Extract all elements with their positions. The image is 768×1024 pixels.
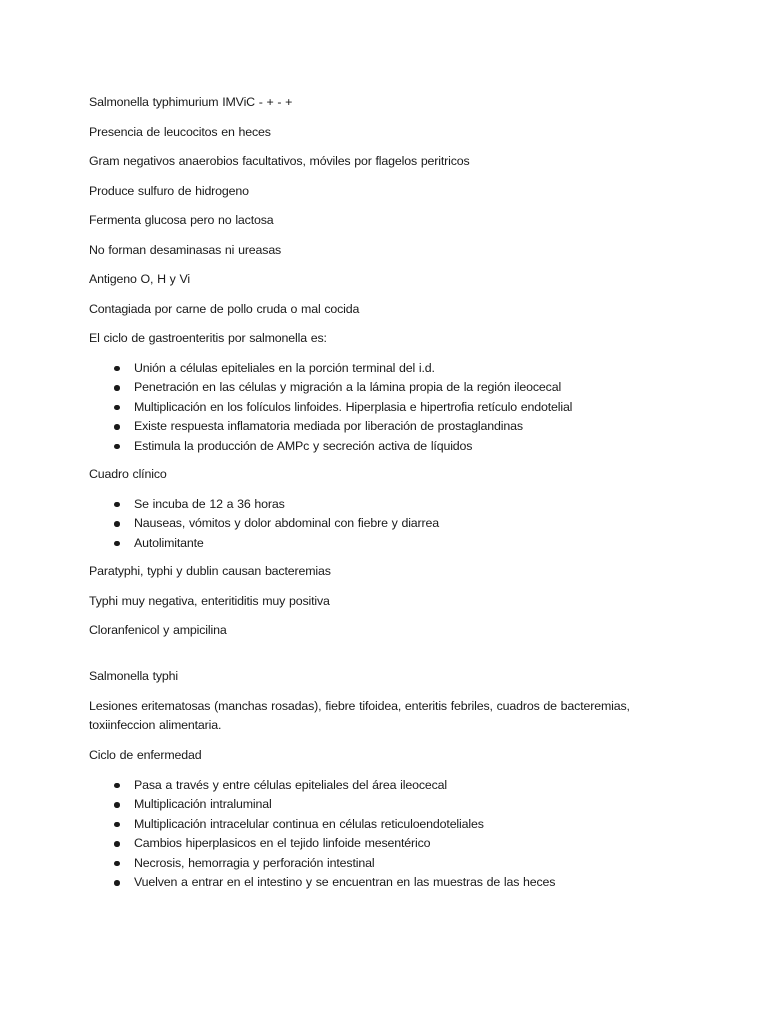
bullet-text: Estimula la producción de AMPc y secreción activa de líquidos	[134, 438, 473, 453]
paragraph: Salmonella typhimurium IMViC - + - +	[89, 95, 293, 109]
bullet-list-item	[89, 795, 669, 815]
bullet-list-item	[89, 815, 669, 835]
paragraph: Antigeno O, H y Vi	[89, 272, 191, 286]
paragraph: Produce sulfuro de hidrogeno	[89, 183, 249, 198]
bullet-text: Multiplicación intraluminal	[134, 797, 272, 811]
bullet-icon	[114, 502, 120, 508]
bullet-list-item	[89, 534, 669, 554]
bullet-list	[89, 495, 669, 554]
bullet-icon	[114, 405, 120, 411]
paragraph: Lesiones eritematosas (manchas rosadas), fiebre tifoidea, enteritis febriles, cuadros de bacteremias, toxiinfeccion alimentaria.	[89, 698, 630, 732]
paragraph: Gram negativos anaerobios facultativos, móviles por flagelos peritricos	[89, 154, 470, 168]
paragraph: Paratyphi, typhi y dublin causan bacteremias	[89, 564, 331, 578]
bullet-list	[89, 359, 669, 457]
paragraph: Contagiada por carne de pollo cruda o mal cocida	[89, 301, 360, 316]
bullet-text: Vuelven a entrar en el intestino y se encuentran en las muestras de las heces	[134, 875, 556, 889]
bullet-icon	[114, 521, 120, 527]
bullet-list-item	[89, 359, 669, 379]
bullet-list-item	[89, 776, 669, 796]
paragraph: Cuadro clínico	[89, 467, 167, 481]
bullet-text: Penetración en las células y migración a la lámina propia de la región ileocecal	[134, 380, 562, 394]
paragraph: Ciclo de enfermedad	[89, 748, 202, 762]
bullet-text: Multiplicación en los folículos linfoides. Hiperplasia e hipertrofia retículo endotelial	[134, 399, 573, 414]
bullet-icon	[114, 822, 120, 828]
bullet-list-item	[89, 378, 669, 398]
bullet-text: Existe respuesta inflamatoria mediada por liberación de prostaglandinas	[134, 419, 523, 433]
bullet-list-item	[89, 437, 669, 457]
bullet-list-item	[89, 514, 669, 534]
bullet-list	[89, 776, 669, 893]
paragraph: Typhi muy negativa, enteritiditis muy positiva	[89, 593, 330, 608]
bullet-list-item	[89, 495, 669, 515]
bullet-text: Pasa a través y entre células epiteliales del área ileocecal	[134, 777, 448, 792]
bullet-icon	[114, 783, 120, 789]
paragraph: Cloranfenicol y ampicilina	[89, 623, 227, 637]
bullet-icon	[114, 424, 120, 430]
bullet-icon	[114, 861, 120, 867]
bullet-list-item	[89, 873, 669, 893]
bullet-list-item	[89, 834, 669, 854]
bullet-text: Autolimitante	[134, 535, 204, 550]
bullet-text: Unión a células epiteliales en la porción terminal del i.d.	[134, 360, 435, 375]
bullet-list-item	[89, 398, 669, 418]
bullet-text: Nauseas, vómitos y dolor abdominal con fiebre y diarrea	[134, 516, 439, 530]
bullet-text: Multiplicación intracelular continua en células reticuloendoteliales	[134, 816, 484, 831]
bullet-icon	[114, 802, 120, 808]
paragraph: Salmonella typhi	[89, 669, 179, 683]
bullet-icon	[114, 880, 120, 886]
bullet-list-item	[89, 417, 669, 437]
paragraph: El ciclo de gastroenteritis por salmonella es:	[89, 331, 327, 345]
document-body	[89, 93, 669, 902]
bullet-icon	[114, 541, 120, 547]
bullet-list-item	[89, 854, 669, 874]
bullet-text: Cambios hiperplasicos en el tejido linfoide mesentérico	[134, 836, 431, 850]
paragraph: No forman desaminasas ni ureasas	[89, 242, 282, 257]
paragraph: Fermenta glucosa pero no lactosa	[89, 213, 274, 227]
bullet-icon	[114, 385, 120, 391]
bullet-text: Necrosis, hemorragia y perforación intestinal	[134, 855, 375, 870]
bullet-icon	[114, 444, 120, 450]
bullet-icon	[114, 841, 120, 847]
paragraph: Presencia de leucocitos en heces	[89, 124, 271, 139]
bullet-text: Se incuba de 12 a 36 horas	[134, 496, 285, 511]
bullet-icon	[114, 366, 120, 372]
